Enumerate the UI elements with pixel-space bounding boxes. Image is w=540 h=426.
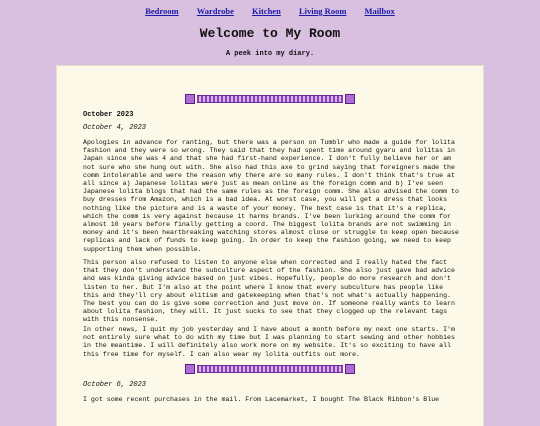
lace-divider bbox=[185, 94, 355, 104]
lace-divider bbox=[185, 364, 355, 374]
divider-bow-icon bbox=[185, 94, 195, 104]
diary-month: October 2023 bbox=[83, 111, 134, 119]
nav-link-living-room[interactable]: Living Room bbox=[298, 6, 347, 16]
page-tagline: A peek into my diary. bbox=[225, 50, 315, 58]
entry-date: October 6, 2023 bbox=[83, 381, 147, 389]
divider-bow-icon bbox=[185, 364, 195, 374]
nav-link-wardrobe[interactable]: Wardrobe bbox=[196, 6, 234, 16]
entry-date: October 4, 2023 bbox=[83, 124, 147, 132]
entry-paragraph: I got some recent purchases in the mail. From Lacemarket, I bought The Black Ribbon's Blue bbox=[83, 396, 440, 403]
diary-panel[interactable] bbox=[57, 66, 483, 426]
divider-bow-icon bbox=[345, 364, 355, 374]
entry-paragraph: This person also refused to listen to anyone else when corrected and I really hated the fact that they don't understand the subculture aspect of the fashion. She also just gave bad advice and was kinda giving advice based on just vibes. Hopefully, people do more research and don't listen to her. But I'm also at the point where I know that every subculture has people like this and they'll cry about elitism and gatekeeping when that's not what's actually happening. The best you can do is give some correction and just move on. If someone really wants to learn about lolita fashion, they will. It just sucks to see that they clogged up the relevant tags with this nonsense. bbox=[83, 259, 455, 324]
divider-lace-icon bbox=[197, 365, 343, 373]
divider-lace-icon bbox=[197, 95, 343, 103]
entry-paragraph: Apologies in advance for ranting, but there was a person on Tumblr who made a guide for lolita fashion and they were so wrong. They said that they had spent time around gyaru and lolitas in Japan since she was 4 and that she had first-hand experience. I don't fully believe her or am not sure who she hung out with. She also had this axe to grind saying that foreigners made the comm intolerable and were the reason why there are so many rules. I don't think that's true at all since a) Japanese lolitas were just as mean online as the foreign comm and b) I've seen Japanese lolita blogs that had the same rules as the foreign comm. She also advised the comm to buy dresses from Amazon, which is a bad idea. At worst case, you will get a dress that looks nothing like the picture and is a waste of your money. The best case is that it's a replica, which the comm is very against because it harms brands. I've been lurking around the comm for almost 10 years before finally getting a coord. The biggest lolita brands are not swimming in money and it's been heartbreaking watching stores almost close or struggle to keep open because replicas and lack of funds to keep going. In order to keep the fashion going, we need to keep supporting them when possible. bbox=[83, 139, 459, 253]
page-title: Welcome to My Room bbox=[199, 26, 341, 41]
entry-paragraph: In other news, I quit my job yesterday and I have about a month before my next one starts. I'm not entirely sure what to do with my time but I was planning to start sewing and other hobbies in the meantime. I will definitely also work more on my website. It's so exciting to have all this free time for myself. I can also wear my lolita outfits out more. bbox=[83, 326, 455, 358]
divider-bow-icon bbox=[345, 94, 355, 104]
top-nav bbox=[0, 6, 540, 16]
nav-link-kitchen[interactable]: Kitchen bbox=[252, 6, 281, 16]
nav-link-mailbox[interactable]: Mailbox bbox=[364, 6, 395, 16]
nav-link-bedroom[interactable]: Bedroom bbox=[145, 6, 179, 16]
